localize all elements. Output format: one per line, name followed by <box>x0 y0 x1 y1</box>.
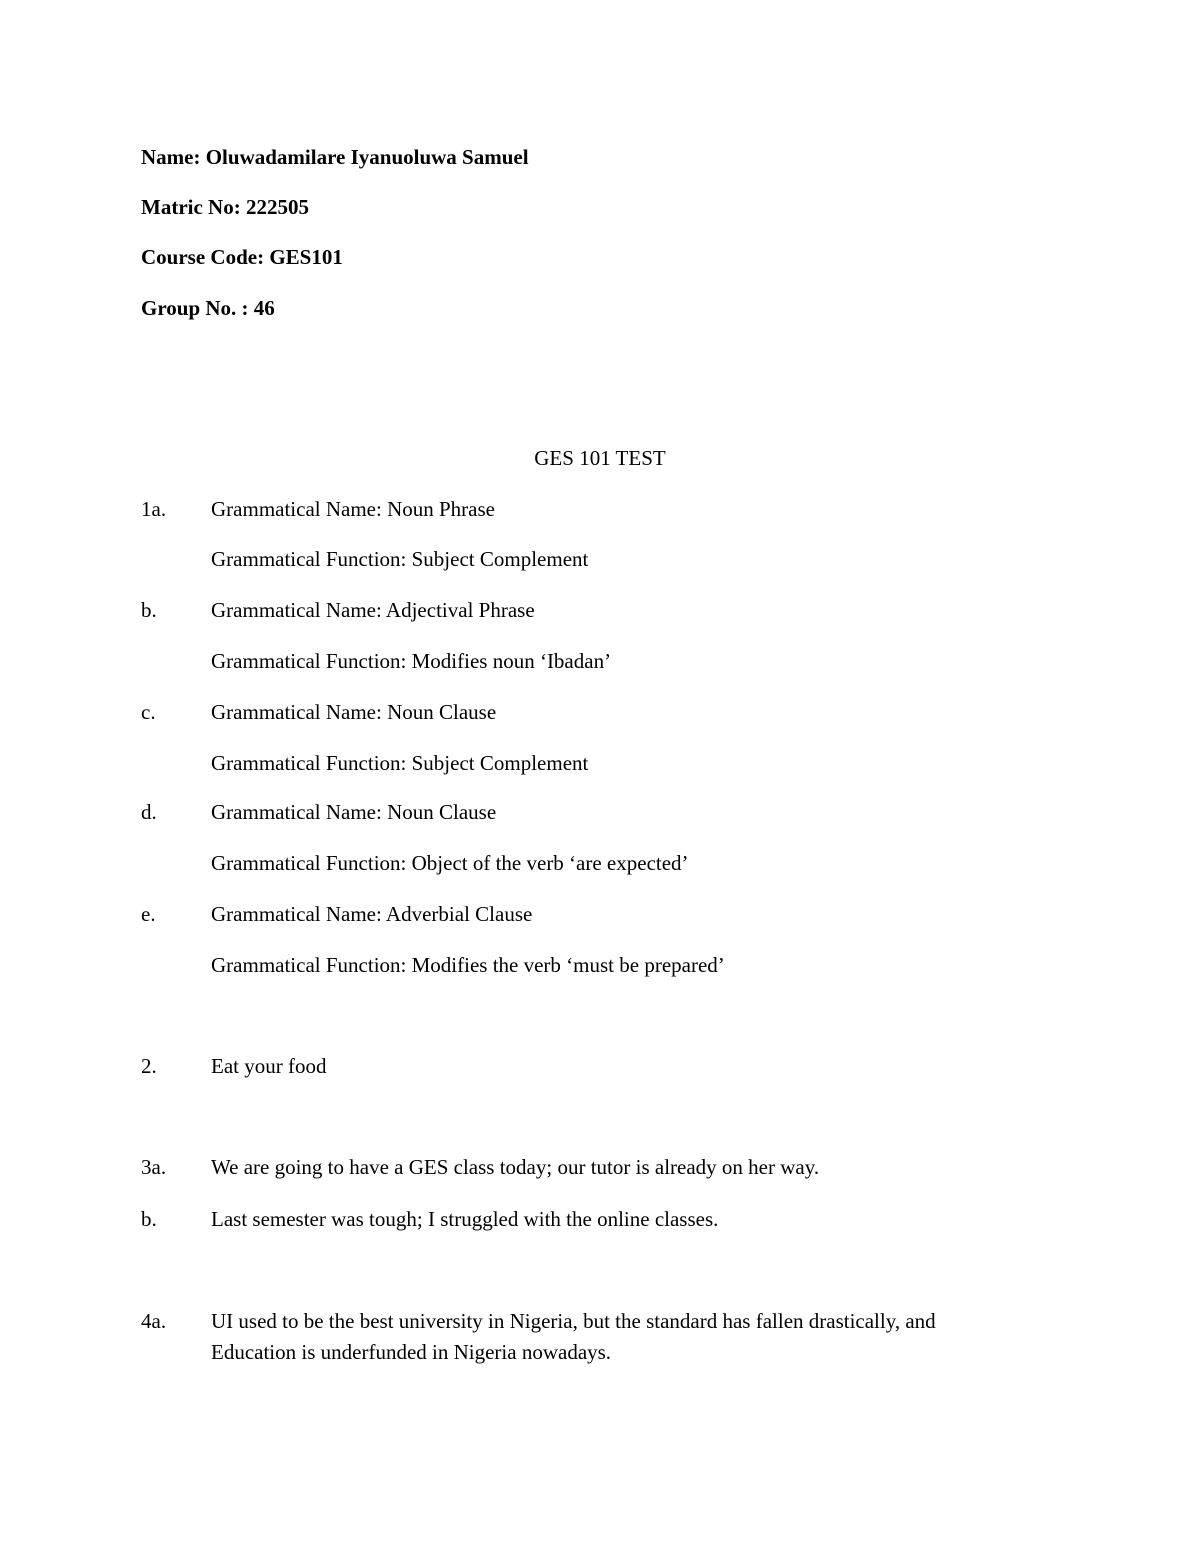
q1a-label: 1a. <box>141 497 167 521</box>
q1d-grammatical-name: Grammatical Name: Noun Clause <box>211 800 497 824</box>
q2-answer: Eat your food <box>211 1054 327 1078</box>
q1a-grammatical-name: Grammatical Name: Noun Phrase <box>211 497 495 521</box>
q1d-label: d. <box>141 800 157 824</box>
q1c-grammatical-function: Grammatical Function: Subject Complement <box>211 751 589 775</box>
q3a-label: 3a. <box>141 1155 167 1179</box>
document-title: GES 101 TEST <box>534 446 666 470</box>
q1c-grammatical-name: Grammatical Name: Noun Clause <box>211 700 497 724</box>
q1c-label: c. <box>141 700 156 724</box>
student-name: Name: Oluwadamilare Iyanuoluwa Samuel <box>141 145 529 169</box>
q4a-answer-line2: Education is underfunded in Nigeria nowadays. <box>211 1340 612 1364</box>
group-number: Group No. : 46 <box>141 296 275 320</box>
matric-number: Matric No: 222505 <box>141 195 309 219</box>
q1d-grammatical-function: Grammatical Function: Object of the verb ‘are expected’ <box>211 851 689 875</box>
q1e-grammatical-name: Grammatical Name: Adverbial Clause <box>211 902 533 926</box>
course-code: Course Code: GES101 <box>141 245 343 269</box>
q1a-grammatical-function: Grammatical Function: Subject Complement <box>211 547 589 571</box>
q3b-label: b. <box>141 1207 157 1231</box>
q1b-grammatical-function: Grammatical Function: Modifies noun ‘Ibadan’ <box>211 649 612 673</box>
q4a-label: 4a. <box>141 1309 167 1333</box>
q1b-label: b. <box>141 598 157 622</box>
q1b-grammatical-name: Grammatical Name: Adjectival Phrase <box>211 598 535 622</box>
q3b-answer: Last semester was tough; I struggled with the online classes. <box>211 1207 719 1231</box>
q1e-grammatical-function: Grammatical Function: Modifies the verb ‘must be prepared’ <box>211 953 725 977</box>
q3a-answer: We are going to have a GES class today; our tutor is already on her way. <box>211 1155 820 1179</box>
q4a-answer-line1: UI used to be the best university in Nigeria, but the standard has fallen drastically, and <box>211 1309 936 1333</box>
q1e-label: e. <box>141 902 156 926</box>
q2-label: 2. <box>141 1054 157 1078</box>
